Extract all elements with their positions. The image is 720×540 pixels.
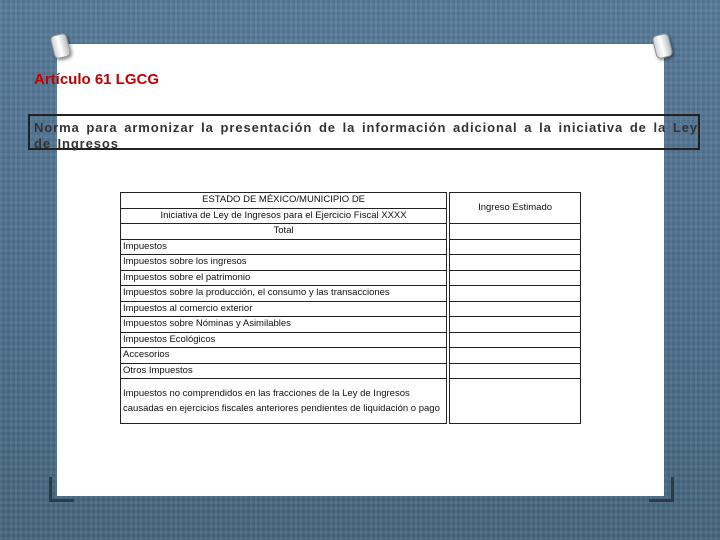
row-label: Impuestos sobre los ingresos xyxy=(121,255,447,271)
table-row xyxy=(121,379,581,424)
row-value xyxy=(450,348,581,364)
ingresos-table xyxy=(120,192,581,424)
table-row xyxy=(121,348,581,364)
row-value xyxy=(450,379,581,424)
total-label: Total xyxy=(121,224,447,240)
frame-corner-right xyxy=(649,477,674,502)
table-row xyxy=(121,286,581,302)
table-row xyxy=(121,255,581,271)
row-label: Impuestos sobre el patrimonio xyxy=(121,270,447,286)
total-value xyxy=(450,224,581,240)
row-value xyxy=(450,332,581,348)
row-label: Impuestos xyxy=(121,239,447,255)
row-value xyxy=(450,286,581,302)
table-row xyxy=(121,317,581,333)
slide-title: Artículo 61 LGCG xyxy=(34,71,160,88)
pushpin-icon xyxy=(49,32,71,59)
row-value xyxy=(450,301,581,317)
norma-heading-box xyxy=(28,114,700,150)
row-value xyxy=(450,239,581,255)
row-label: Impuestos sobre la producción, el consumo y las transacciones xyxy=(121,286,447,302)
header-iniciativa: Iniciativa de Ley de Ingresos para el Ejercicio Fiscal XXXX xyxy=(121,208,447,224)
row-label: Otros Impuestos xyxy=(121,363,447,379)
row-label: Impuestos Ecológicos xyxy=(121,332,447,348)
table-row xyxy=(121,332,581,348)
table-header-row xyxy=(121,193,581,209)
frame-corner-left xyxy=(49,477,74,502)
row-label: Impuestos sobre Nóminas y Asimilables xyxy=(121,317,447,333)
table-row xyxy=(121,239,581,255)
norma-heading-text: Norma para armonizar la presentación de la información adicional a la iniciativa de la Ley de Ingresos xyxy=(34,120,698,151)
row-value xyxy=(450,270,581,286)
row-label: Accesorios xyxy=(121,348,447,364)
table-row xyxy=(121,301,581,317)
header-ingreso-estimado: Ingreso Estimado xyxy=(450,193,581,224)
row-label: Impuestos al comercio exterior xyxy=(121,301,447,317)
row-value xyxy=(450,363,581,379)
row-label: Impuestos no comprendidos en las fracciones de la Ley de Ingresos causadas en ejercicios fiscales anteriores pendientes de liquidación o pago xyxy=(121,379,447,424)
header-entity: ESTADO DE MÉXICO/MUNICIPIO DE xyxy=(121,193,447,209)
row-value xyxy=(450,317,581,333)
table-row xyxy=(121,270,581,286)
table-row-total xyxy=(121,224,581,240)
table-row xyxy=(121,363,581,379)
row-value xyxy=(450,255,581,271)
